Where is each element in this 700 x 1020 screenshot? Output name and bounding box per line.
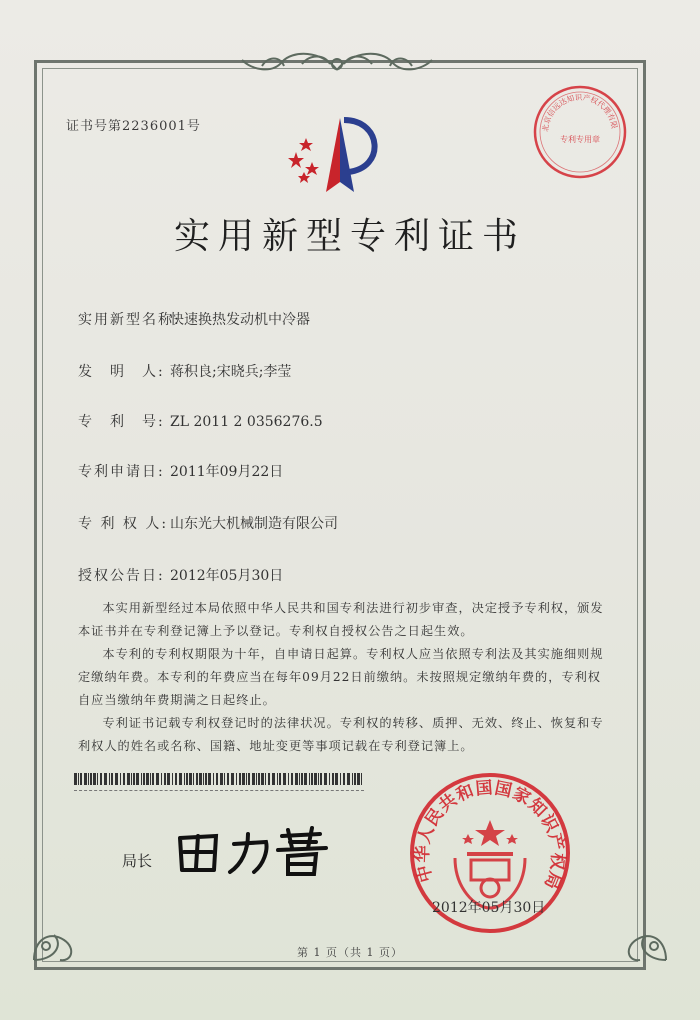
field-value: 2012年05月30日: [170, 568, 284, 584]
agency-seal-center-text: 专利专用章: [560, 135, 600, 144]
field-label: 专 利 权 人:: [78, 516, 169, 532]
director-signature-icon: [170, 820, 340, 880]
page-number: 第 1 页（共 1 页）: [297, 946, 403, 959]
field-value: 2011年09月22日: [170, 464, 284, 480]
field-application-date: [78, 461, 283, 481]
body-text: [78, 597, 608, 758]
field-patent-number: [78, 411, 323, 431]
director-title: 局长: [122, 852, 153, 870]
field-utility-model-name: [78, 309, 310, 329]
field-patentee: [78, 513, 338, 533]
agency-seal-icon: [530, 82, 630, 182]
top-ornament-icon: [232, 40, 442, 82]
field-label: 实用新型名称:: [78, 312, 181, 328]
sipo-emblem-icon: [282, 110, 392, 200]
barcode-icon: [74, 770, 364, 782]
body-paragraph: 本实用新型经过本局依照中华人民共和国专利法进行初步审查，决定授予专利权，颁发本证书并在专利登记簿上予以登记。专利权自授权公告之日起生效。: [78, 601, 604, 638]
field-value: 蒋积良;宋晓兵;李莹: [170, 364, 292, 380]
body-paragraph: 专利证书记载专利权登记时的法律状况。专利权的转移、质押、无效、终止、恢复和专利权人的姓名或名称、国籍、地址变更等事项记载在专利登记簿上。: [78, 716, 604, 753]
field-value: ZL 2011 2 0356276.5: [170, 414, 323, 430]
field-value: 快速换热发动机中冷器: [170, 312, 310, 328]
field-label: 专 利 号:: [78, 414, 165, 430]
seal-date: 2012年05月30日: [432, 900, 546, 916]
field-label: 发 明 人:: [78, 364, 165, 380]
field-label: 专利申请日:: [78, 464, 165, 480]
certificate-number: 证书号第2236001号: [66, 119, 201, 134]
field-inventors: [78, 361, 291, 381]
field-value: 山东光大机械制造有限公司: [170, 516, 338, 532]
certificate-title: 实用新型专利证书: [173, 216, 526, 257]
official-seal-text: 中华人民共和国国家知识产权局: [412, 778, 568, 893]
field-grant-date: [78, 565, 283, 585]
agency-seal-text: 北京信远达知识产权代理有限: [540, 92, 619, 133]
field-label: 授权公告日:: [78, 568, 165, 584]
dotted-divider: [74, 790, 364, 791]
body-paragraph: 本专利的专利权期限为十年，自申请日起算。专利权人应当依照专利法及其实施细则规定缴纳年费。本专利的年费应当在每年09月22日前缴纳。未按照规定缴纳年费的，专利权自应当缴纳年费期满之日起终止。: [78, 647, 604, 707]
